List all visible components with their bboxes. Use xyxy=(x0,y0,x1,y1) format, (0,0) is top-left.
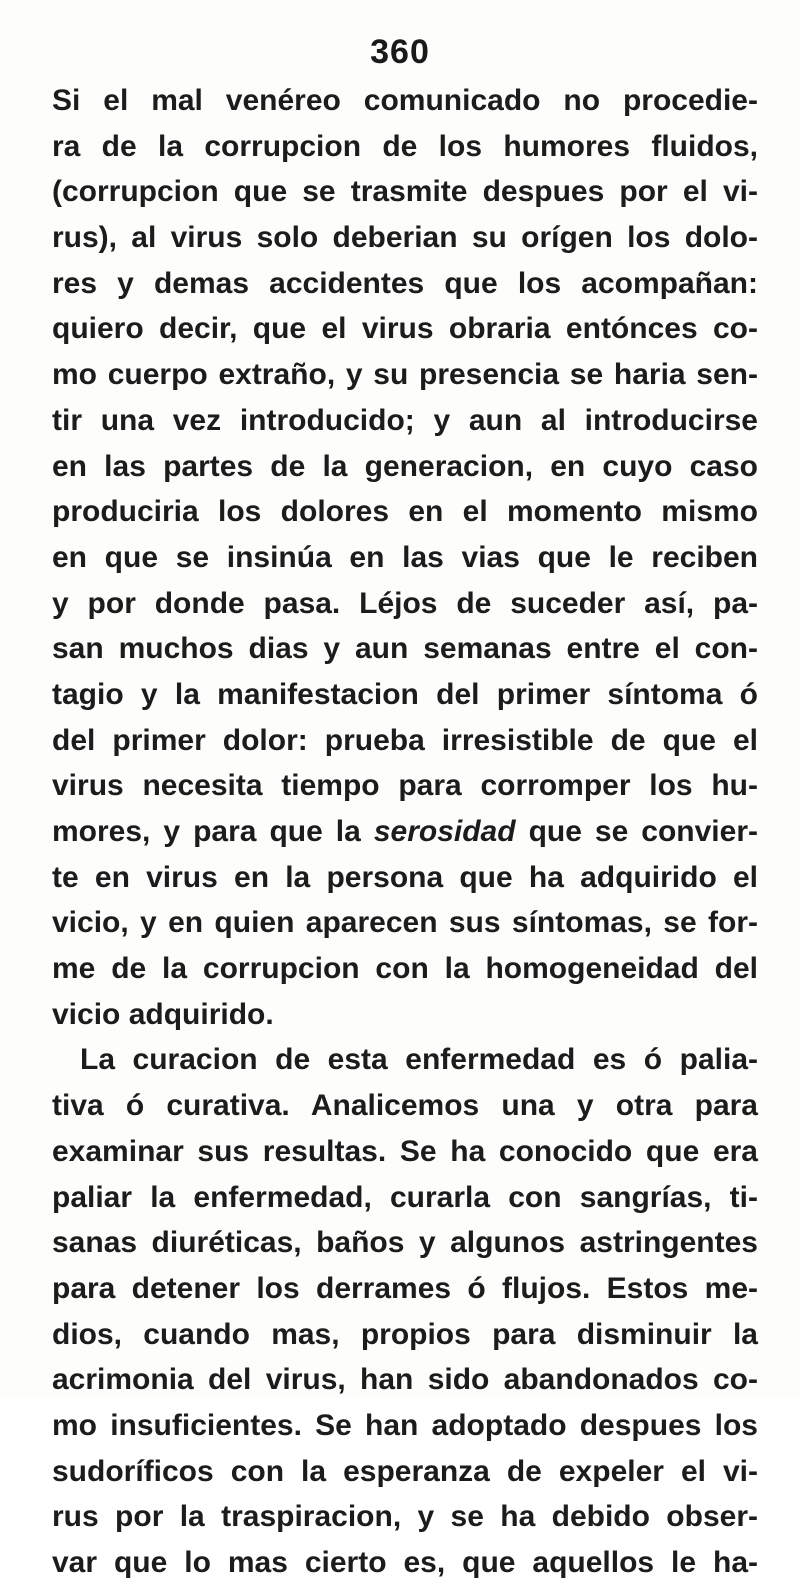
text-line: te en virus en la persona que ha adquirido el xyxy=(52,860,758,894)
text-line: paliar la enfermedad, curarla con sangrías, ti- xyxy=(52,1180,758,1214)
text-line: para detener los derrames ó flujos. Estos me- xyxy=(52,1271,758,1305)
text-segment: mores, y para que la xyxy=(52,815,361,848)
text-line: var que lo mas cierto es, que aquellos le ha- xyxy=(52,1546,758,1579)
text-line: produciria los dolores en el momento mismo xyxy=(52,495,758,529)
text-line: rus), al virus solo deberian su orígen los dolo- xyxy=(52,221,758,255)
text-line: acrimonia del virus, han sido abandonados co- xyxy=(52,1363,758,1397)
page-number: 360 xyxy=(370,33,430,71)
text-line: mo cuerpo extraño, y su presencia se haria sen- xyxy=(52,358,758,392)
text-line: del primer dolor: prueba irresistible de que el xyxy=(52,723,758,757)
text-line: me de la corrupcion con la homogeneidad del xyxy=(52,952,758,986)
text-line: (corrupcion que se trasmite despues por el vi- xyxy=(52,175,758,209)
text-line: en las partes de la generacion, en cuyo caso xyxy=(52,449,758,483)
text-line: examinar sus resultas. Se ha conocido que era xyxy=(52,1134,758,1168)
text-line: san muchos dias y aun semanas entre el con- xyxy=(52,632,758,666)
text-line: rus por la traspiracion, y se ha debido obser- xyxy=(52,1500,758,1534)
text-line: vicio, y en quien aparecen sus síntomas, se for- xyxy=(52,906,758,940)
text-line-with-italic xyxy=(52,809,758,855)
body-text xyxy=(52,78,758,1586)
text-line: mo insuficientes. Se han adoptado despues los xyxy=(52,1408,758,1442)
text-line: sanas diuréticas, baños y algunos astringentes xyxy=(52,1226,758,1260)
text-line: sudoríficos con la esperanza de expeler el vi- xyxy=(52,1454,758,1488)
text-line: vicio adquirido. xyxy=(52,997,274,1031)
text-segment: que se convier- xyxy=(515,815,758,848)
text-line: tagio y la manifestacion del primer síntoma ó xyxy=(52,677,758,711)
text-line: dios, cuando mas, propios para disminuir la xyxy=(52,1317,758,1351)
text-line: virus necesita tiempo para corromper los hu- xyxy=(52,769,758,803)
italic-word: serosidad xyxy=(373,815,516,848)
text-line: y por donde pasa. Léjos de suceder así, pa- xyxy=(52,586,758,620)
text-line: ra de la corrupcion de los humores fluidos, xyxy=(52,129,758,163)
paragraph-first-line: La curacion de esta enfermedad es ó palia- xyxy=(80,1043,758,1077)
text-line: Si el mal venéreo comunicado no procedie- xyxy=(52,84,758,117)
text-line: tir una vez introducido; y aun al introducirse xyxy=(52,403,758,437)
text-line: quiero decir, que el virus obraria entónces co- xyxy=(52,312,758,346)
text-line: res y demas accidentes que los acompañan: xyxy=(52,266,758,300)
text-line: en que se insinúa en las vias que le reciben xyxy=(52,540,758,574)
text-line: tiva ó curativa. Analicemos una y otra para xyxy=(52,1089,758,1123)
